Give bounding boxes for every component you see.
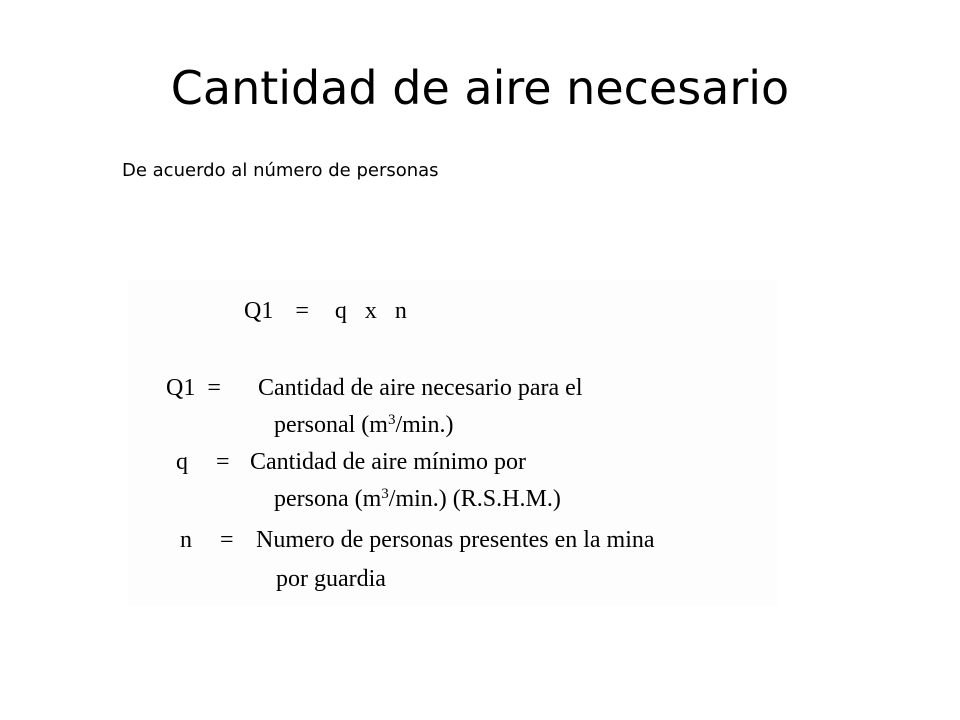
main-formula-n: n [394,298,407,324]
main-formula-lhs: Q1 [244,298,274,324]
formula-image [128,280,778,605]
definition-n-symbol-line [180,525,234,555]
main-formula-times: x [364,298,377,324]
main-formula [244,296,407,326]
definition-n-units: por guardia [276,566,386,592]
definition-q1-symbol: Q1 [166,375,196,401]
definition-q-exponent: 3 [381,486,389,502]
slide-title: Cantidad de aire necesario [170,61,790,115]
main-formula-equals: = [295,298,309,324]
definition-q1-symbol-line [166,373,221,403]
definition-q1-text: Cantidad de aire necesario para el [258,375,583,401]
slide-subtitle: De acuerdo al número de personas [122,160,439,181]
definition-q1-equals: = [207,375,221,401]
definition-q-symbol: q [176,449,188,475]
definition-q-units: persona $(m^3/\min.)$ (R.S.H.M.) [274,486,561,512]
definition-q1-units: personal $(m^3/\min.)$ [274,412,454,438]
definition-q-symbol-line [176,447,230,477]
definition-n-text: Numero de personas presentes en la mina [256,527,655,553]
main-formula-q: q [334,298,347,324]
definition-n-symbol: n [180,527,192,553]
definition-q1-exponent: 3 [387,412,396,428]
definition-q-equals: = [216,449,230,475]
definition-n-equals: = [220,527,234,553]
definition-q-text: Cantidad de aire mínimo por [250,449,526,475]
